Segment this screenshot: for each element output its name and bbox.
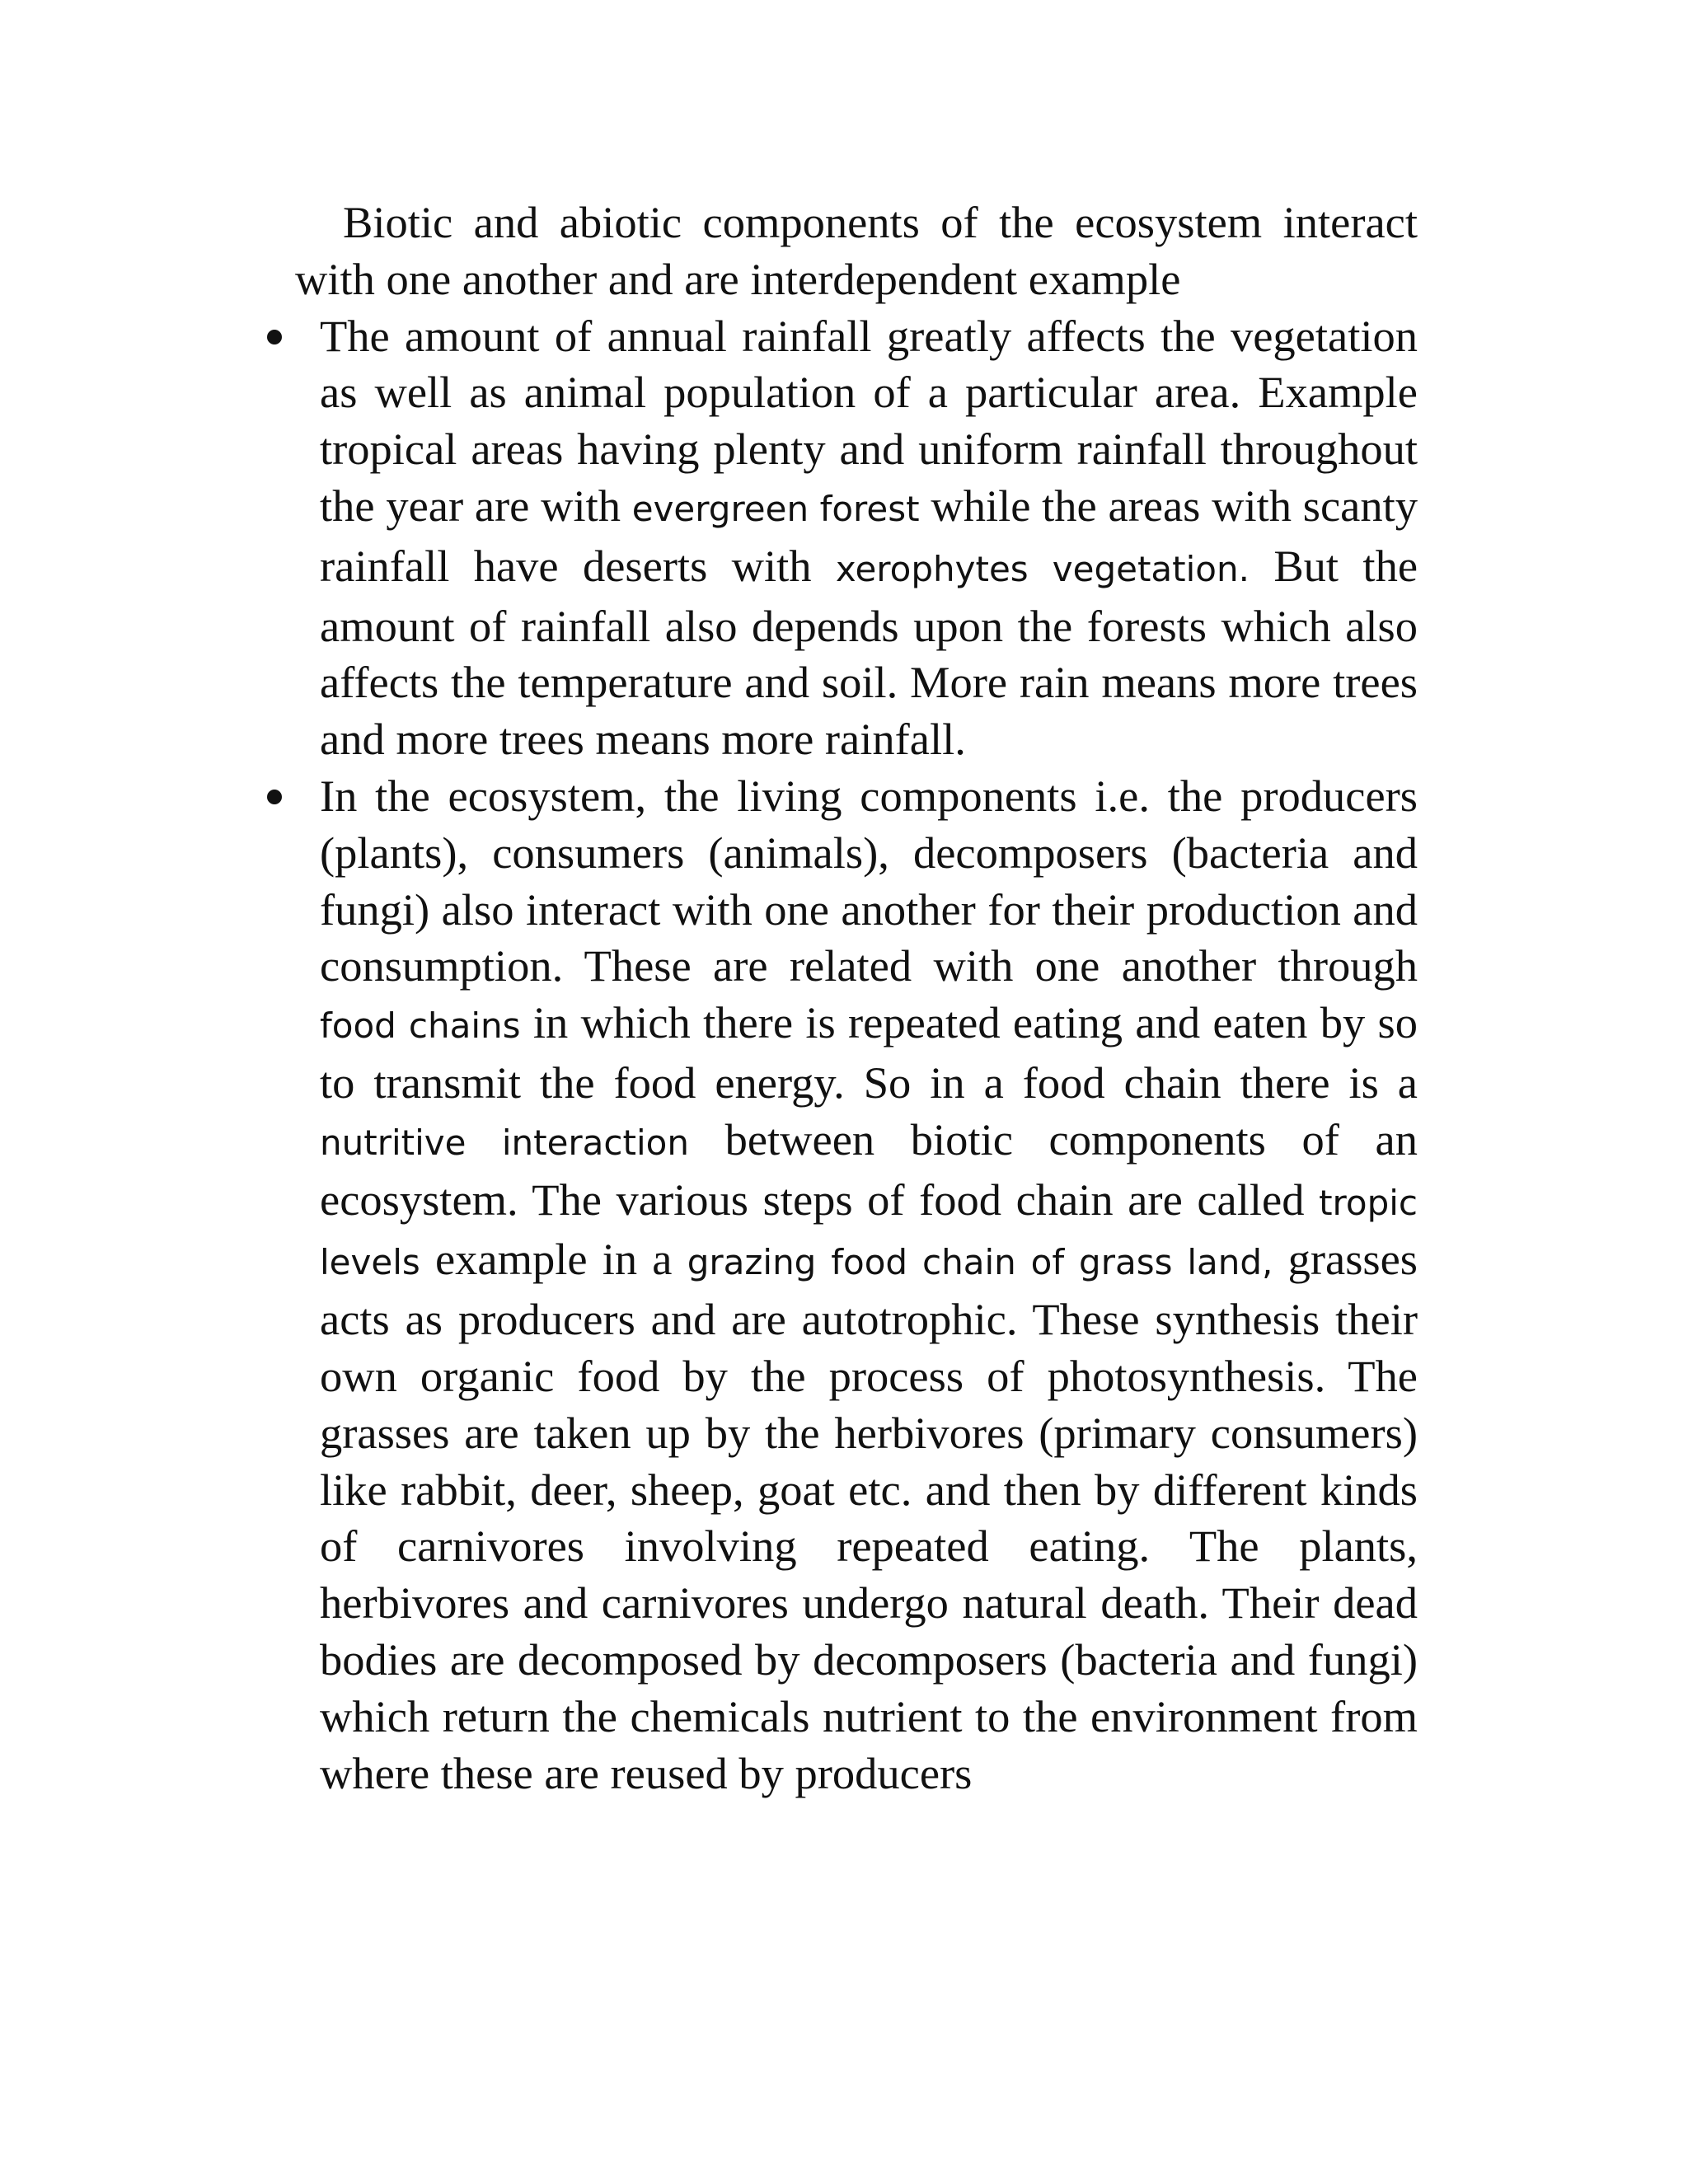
text-segment: But the amount of rainfall also depends upon the forests which also affects the temperature and soil. More rain means more trees and more trees means more rainfall. <box>320 540 1418 765</box>
bullet-item-food-chain <box>320 768 1418 1802</box>
text-segment: in which there is repeated eating and eaten by so to transmit the food energy. So in a food chain there is a <box>320 997 1418 1108</box>
bullet-dot-icon <box>267 790 282 804</box>
intro-paragraph: Biotic and abiotic components of the ecosystem interact with one another and are interdependent example <box>295 197 1418 304</box>
document-text <box>295 194 1418 1802</box>
text-segment: The amount of annual rainfall greatly affects the vegetation as well as animal population of a particular area. Example tropical areas having plenty and uniform rainfall throughout the year are with <box>320 310 1418 531</box>
term-food-chains: food chains <box>320 1005 521 1047</box>
text-segment: In the ecosystem, the living components i.e. the producers (plants), consumers (animals), decomposers (bacteria and fungi) also interact with one another for their production and consumption. These are related with one another through <box>320 770 1418 991</box>
term-tropic-levels: tropic levels <box>320 1182 1418 1283</box>
bullet-text <box>320 311 1418 765</box>
text-segment: example in a <box>420 1234 687 1285</box>
bullet-dot-icon <box>267 330 282 344</box>
term-evergreen-forest: evergreen forest <box>631 488 920 529</box>
bullet-list <box>295 308 1418 1802</box>
text-segment: grasses acts as producers and are autotrophic. These synthesis their own organic food by the process of photosynthesis. The grasses are taken up by the herbivores (primary consumers) like rabbit, deer, sheep, goat etc. and then by different kinds of carnivores involving repeated eating. The plants, herbivores and carnivores undergo natural death. Their dead bodies are decomposed by decomposers (bacteria and fungi) which return the chemicals nutrient to the environment from where these are reused by producers <box>320 1234 1418 1798</box>
term-grazing-food-chain: grazing food chain of grass land, <box>687 1242 1273 1283</box>
term-nutritive-interaction: nutritive interaction <box>320 1122 689 1163</box>
text-segment: between biotic components of an ecosystem. The various steps of food chain are called <box>320 1113 1418 1225</box>
term-xerophytes-vegetation: xerophytes vegetation. <box>835 548 1250 589</box>
bullet-text <box>320 771 1418 1798</box>
bullet-item-rainfall <box>320 308 1418 768</box>
text-segment: while the areas with scanty rainfall have deserts with <box>320 480 1418 591</box>
